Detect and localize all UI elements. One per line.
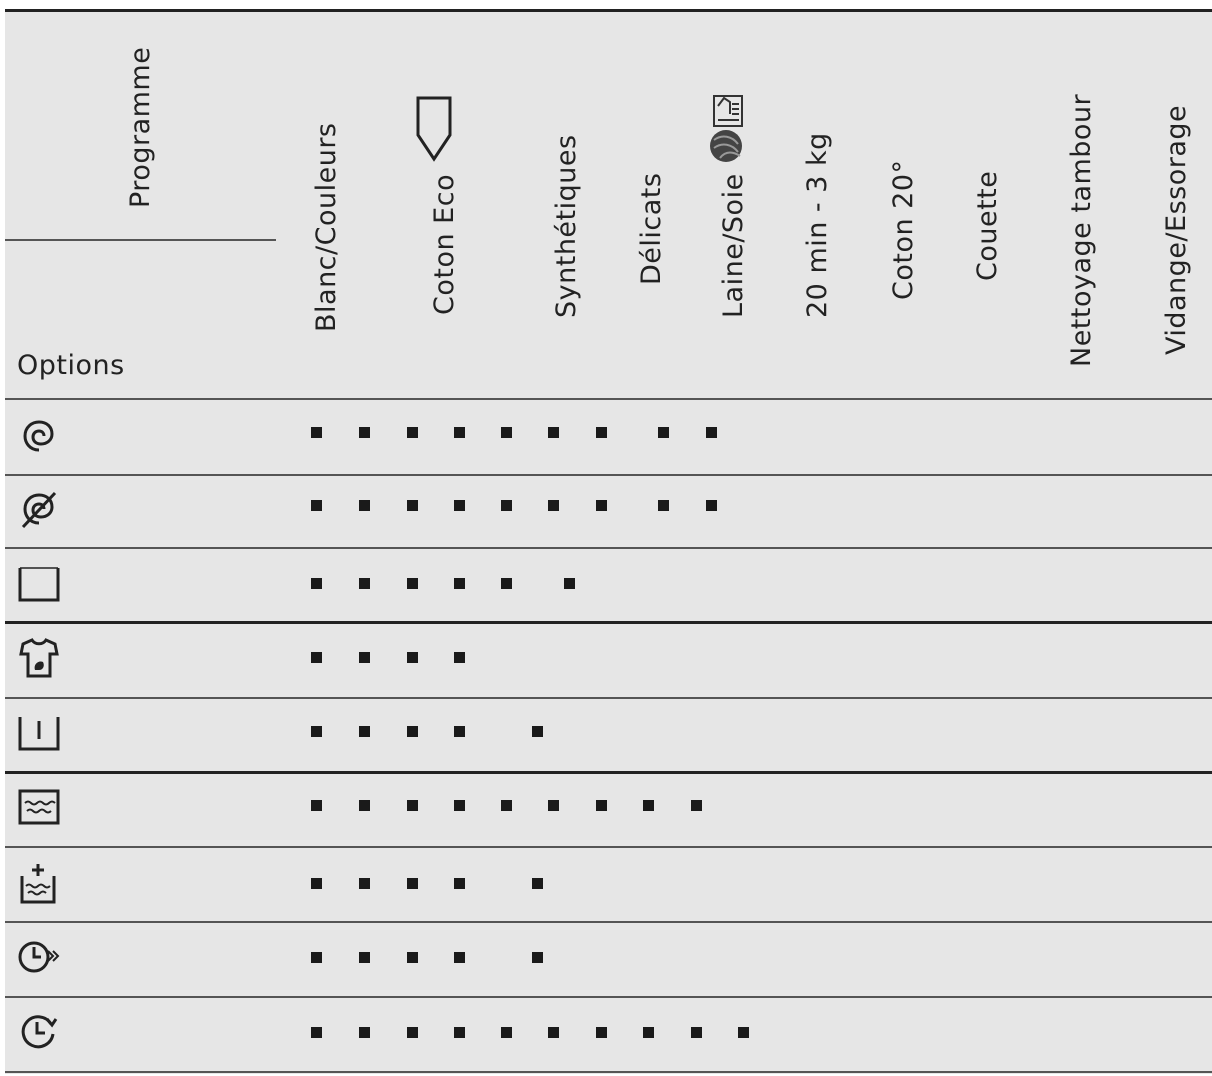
extra-rinse-icon xyxy=(17,785,61,829)
mark xyxy=(501,578,512,589)
mark xyxy=(596,500,607,511)
mark xyxy=(596,1027,607,1038)
mark xyxy=(407,800,418,811)
rule-row xyxy=(5,474,1212,476)
prewash-icon xyxy=(17,711,61,755)
rule-bottom xyxy=(5,1071,1212,1073)
mark xyxy=(454,652,465,663)
mark xyxy=(643,1027,654,1038)
delay-start-icon xyxy=(17,1010,61,1054)
rule-header xyxy=(5,398,1212,400)
mark xyxy=(311,800,322,811)
no-spin-icon xyxy=(17,487,61,531)
col-header-synthetiques: Synthétiques xyxy=(551,134,582,318)
rule-group xyxy=(5,771,1212,774)
mark xyxy=(407,427,418,438)
mark xyxy=(311,1027,322,1038)
col-header-blanc-couleurs: Blanc/Couleurs xyxy=(311,122,342,332)
rule-group xyxy=(5,621,1212,624)
col-header-coton-20: Coton 20° xyxy=(888,159,919,300)
mark xyxy=(311,427,322,438)
mark xyxy=(658,427,669,438)
mark xyxy=(359,726,370,737)
mark xyxy=(359,652,370,663)
mark xyxy=(311,500,322,511)
plus-water-icon xyxy=(17,862,61,906)
rule-top xyxy=(5,9,1212,12)
options-header: Options xyxy=(17,350,125,381)
mark xyxy=(691,800,702,811)
mark xyxy=(532,726,543,737)
col-header-nettoyage-tambour: Nettoyage tambour xyxy=(1066,93,1097,367)
mark xyxy=(548,427,559,438)
mark xyxy=(658,500,669,511)
mark xyxy=(359,952,370,963)
mark xyxy=(501,427,512,438)
col-header-20min: 20 min - 3 kg xyxy=(802,132,833,318)
mark xyxy=(454,726,465,737)
programme-header: Programme xyxy=(125,46,156,208)
mark xyxy=(359,578,370,589)
mark xyxy=(596,427,607,438)
mark xyxy=(706,500,717,511)
rule-row xyxy=(5,547,1212,549)
header-divider xyxy=(5,239,276,241)
mark xyxy=(501,500,512,511)
mark xyxy=(532,952,543,963)
mark xyxy=(407,578,418,589)
mark xyxy=(311,652,322,663)
mark xyxy=(311,578,322,589)
mark xyxy=(359,500,370,511)
mark xyxy=(359,800,370,811)
mark xyxy=(454,1027,465,1038)
mark xyxy=(532,878,543,889)
mark xyxy=(738,1027,749,1038)
mark xyxy=(706,427,717,438)
mark xyxy=(643,800,654,811)
col-header-delicats: Délicats xyxy=(636,172,667,285)
table-background xyxy=(5,12,1212,1074)
mark xyxy=(407,952,418,963)
mark xyxy=(596,800,607,811)
eco-tag-icon xyxy=(414,95,454,163)
rule-row xyxy=(5,921,1212,923)
mark xyxy=(407,500,418,511)
mark xyxy=(548,500,559,511)
mark xyxy=(454,800,465,811)
mark xyxy=(548,800,559,811)
mark xyxy=(454,427,465,438)
mark xyxy=(407,652,418,663)
wool-handwash-icon xyxy=(704,92,748,164)
mark xyxy=(564,578,575,589)
mark xyxy=(454,878,465,889)
mark xyxy=(311,726,322,737)
mark xyxy=(548,1027,559,1038)
mark xyxy=(311,878,322,889)
mark xyxy=(359,1027,370,1038)
mark xyxy=(501,800,512,811)
options-table xyxy=(5,0,1212,1076)
col-header-vidange-essorage: Vidange/Essorage xyxy=(1161,104,1192,355)
col-header-couette: Couette xyxy=(972,170,1003,281)
mark xyxy=(407,726,418,737)
rule-row xyxy=(5,697,1212,699)
rinse-hold-icon xyxy=(17,562,61,606)
col-header-laine-soie: Laine/Soie xyxy=(718,173,749,318)
mark xyxy=(691,1027,702,1038)
spin-icon xyxy=(17,414,61,458)
rule-row xyxy=(5,996,1212,998)
mark xyxy=(359,427,370,438)
stain-icon xyxy=(17,636,61,680)
mark xyxy=(454,500,465,511)
mark xyxy=(454,578,465,589)
mark xyxy=(407,1027,418,1038)
mark xyxy=(501,1027,512,1038)
mark xyxy=(359,878,370,889)
rule-row xyxy=(5,846,1212,848)
mark xyxy=(311,952,322,963)
mark xyxy=(454,952,465,963)
time-save-icon xyxy=(17,935,61,979)
mark xyxy=(407,878,418,889)
col-header-coton-eco: Coton Eco xyxy=(429,173,460,315)
